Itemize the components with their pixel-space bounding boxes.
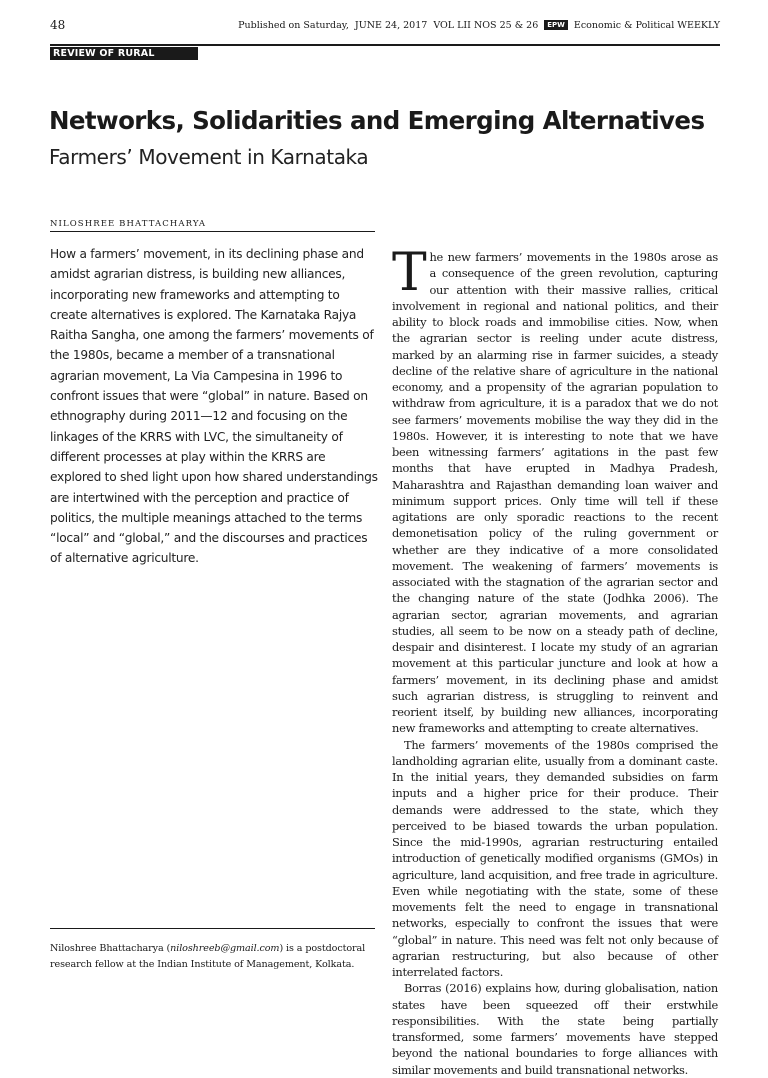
article-subtitle: Farmers’ Movement in Karnataka	[49, 145, 369, 169]
article-title: Networks, Solidarities and Emerging Alternatives	[49, 106, 705, 135]
footnote-name: Niloshree Bhattacharya (	[50, 943, 171, 954]
published-label: Published on Saturday,	[238, 20, 349, 31]
publication-info	[232, 20, 720, 31]
issue-date: JUNE 24, 2017	[354, 20, 428, 31]
drop-cap: T	[392, 243, 427, 303]
author-name: NILOSHREE BHATTACHARYA	[50, 219, 207, 229]
article-body	[392, 243, 718, 1077]
footnote-rule	[50, 928, 375, 929]
body-paragraph-3: Borras (2016) explains how, during globalisation, nation states have been squeezed off their erstwhile responsibilities. With the state being partially transformed, some farmers’ movements have stepped beyond the national boundaries to forge alliances with similar movements and build transnational networks.	[392, 981, 718, 1077]
journal-name: Economic & Political WEEKLY	[573, 20, 720, 31]
epw-logo: EPW	[544, 20, 568, 30]
footnote-affiliation: ) is a postdoctoral research fellow at the Indian Institute of Management, Kolkata.	[50, 943, 366, 970]
volume-info: VOL LII NOS 25 & 26	[433, 20, 539, 31]
body-paragraph-1	[392, 243, 718, 737]
author-email[interactable]: niloshreeb@gmail.com	[170, 943, 280, 954]
top-rule	[50, 44, 720, 46]
body-paragraph-2: The farmers’ movements of the 1980s comprised the landholding agrarian elite, usually from a dominant caste. In the initial years, they demanded subsidies on farm inputs and a higher price for their produce. Their demands were addressed to the state, which they perceived to be biased towards the urban population. Since the mid-1990s, agrarian restructuring entailed introduction of genetically modified organisms (GMOs) in agriculture, land acquisition, and free trade in agriculture. Even while negotiating with the state, some of these movements felt the need to engage in transnational networks, especially to confront the issues that were “global” in nature. This need was felt not only because of agrarian restructuring, but also because of other interrelated factors.	[392, 737, 718, 979]
page-number: 48	[50, 18, 66, 32]
author-footnote	[50, 941, 380, 972]
abstract: How a farmers’ movement, in its declining phase and amidst agrarian distress, is building new alliances, incorporating new frameworks and attempting to create alternatives is explored. The Karnataka Rajya Raitha Sangha, one among the farmers’ movements of the 1980s, became a member of a transnational agrarian movement, La Via Campesina in 1996 to confront issues that were “global” in nature. Based on ethnography during 2011—12 and focusing on the linkages of the KRRS with LVC, the simultaneity of different processes at play within the KRRS are explored to shed light upon how shared understandings are intertwined with the perception and practice of politics, the multiple meanings attached to the terms “local” and “global,” and the discourses and practices of alternative agriculture.	[50, 247, 378, 566]
page-header	[50, 18, 720, 36]
section-label: REVIEW OF RURAL AFFAIRS	[50, 47, 198, 60]
paragraph-1-text: he new farmers’ movements in the 1980s arose as a consequence of the green revolution, capturing our attention with their massive rallies, critical involvement in regional and national politics, and their ability to block roads and immobilise cities. Now, when the agrarian sector is reeling under acute distress, marked by an alarming rise in farmer suicides, a steady decline of the relative share of agriculture in the national economy, and a propensity of the agrarian population to withdraw from agriculture, it is a paradox that we do not see farmers’ movements mobilise the way they did in the 1980s. However, it is interesting to note that we have been witnessing farmers’ agitations in the past few months that have erupted in Madhya Pradesh, Maharashtra and Rajasthan demanding loan waiver and minimum support prices. Only time will tell if these agitations are only sporadic reactions to the recent demonetisation policy of the ruling government or whether are they indicative of a more consolidated movement. The weakening of farmers’ movements is associated with the stagnation of the agrarian sector and the changing nature of the state (Jodhka 2006). The agrarian sector, agrarian movements, and agrarian studies, all seem to be now on a steady path of decline, despair and disinterest. I locate my study of an agrarian movement at this particular juncture and look at how a farmers’ movement, in its declining phase and amidst such agrarian distress, is struggling to reinvent and reorient itself, by building new alliances, incorporating new frameworks and attempting to create alternatives.	[392, 250, 718, 736]
author-rule	[50, 231, 375, 232]
